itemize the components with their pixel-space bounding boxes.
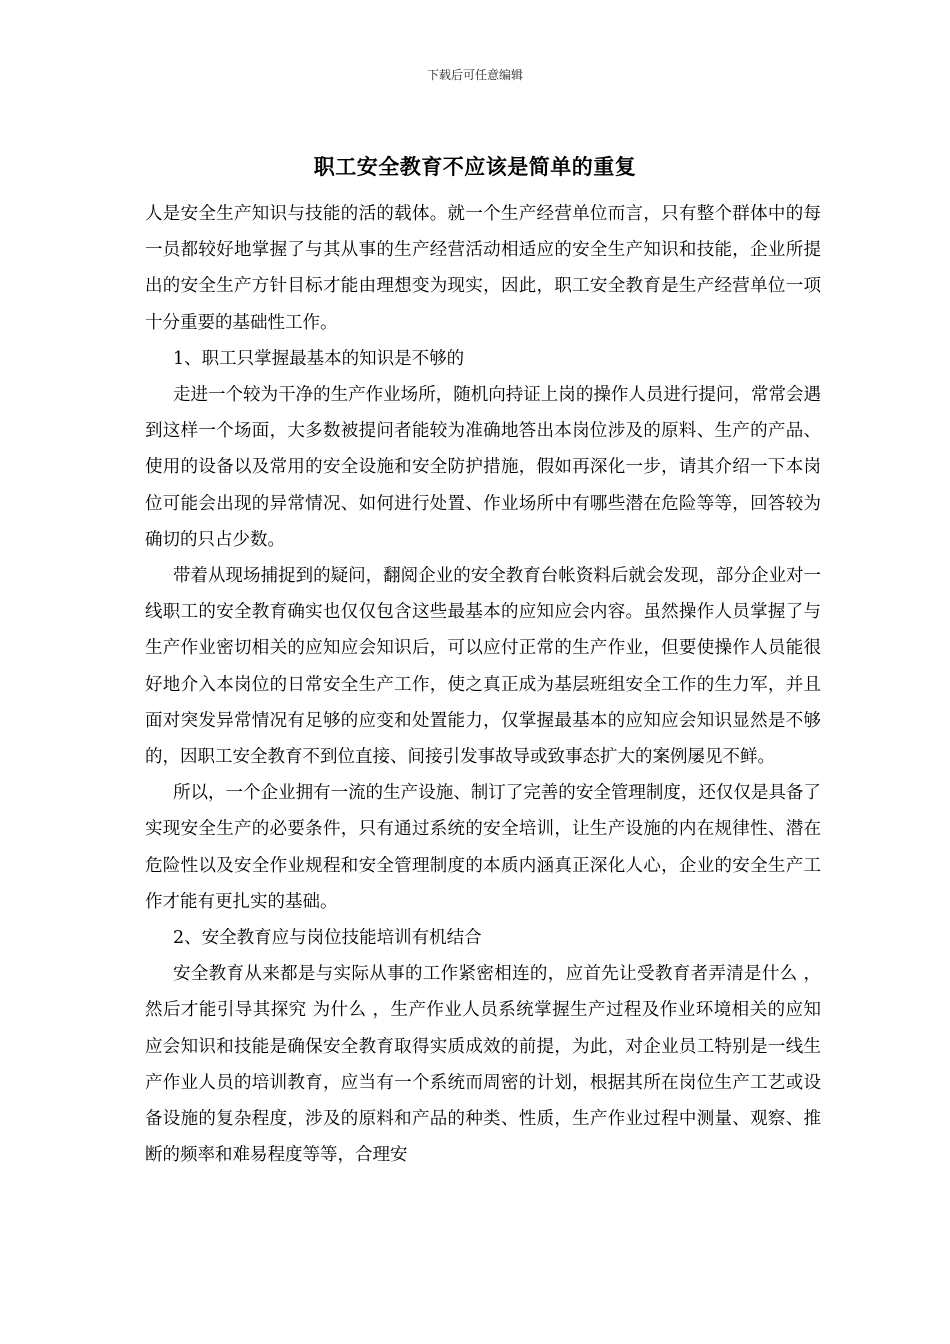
paragraph-1: 走进一个较为干净的生产作业场所，随机向持证上岗的操作人员进行提问，常常会遇到这样一个场面，大多数被提问者能较为准确地答出本岗位涉及的原料、生产的产品、使用的设备以及常用的安全设施和安全防护措施，假如再深化一步，请其介绍一下本岗位可能会出现的异常情况、如何进行处置、作业场所中有哪些潜在危险等等，回答较为确切的只占少数。: [145, 385, 821, 550]
document-title: 职工安全教育不应该是简单的重复: [313, 155, 637, 179]
paragraph-3: 所以，一个企业拥有一流的生产设施、制订了完善的安全管理制度，还仅仅是具备了实现安全生产的必要条件，只有通过系统的安全培训，让生产设施的内在规律性、潜在危险性以及安全作业规程和安全管理制度的本质内涵真正深化人心，企业的安全生产工作才能有更扎实的基础。: [145, 783, 821, 912]
header-note: 下载后可任意编辑: [426, 68, 523, 82]
paragraph-intro: 人是安全生产知识与技能的活的载体。就一个生产经营单位而言，只有整个群体中的每一员都较好地掌握了与其从事的生产经营活动相适应的安全生产知识和技能，企业所提出的安全生产方针目标才能由理想变为现实，因此，职工安全教育是生产经营单位一项十分重要的基础性工作。: [145, 204, 821, 333]
section-heading-2: 2、安全教育应与岗位技能培训有机结合: [173, 928, 482, 949]
section-heading-1: 1、职工只掌握最基本的知识是不够的: [173, 348, 465, 369]
paragraph-2: 带着从现场捕捉到的疑问，翻阅企业的安全教育台帐资料后就会发现，部分企业对一线职工的安全教育确实也仅仅包含这些最基本的应知应会内容。虽然操作人员掌握了与生产作业密切相关的应知应会知识后，可以应付正常的生产作业，但要使操作人员能很好地介入本岗位的日常安全生产工作，使之真正成为基层班组安全工作的生力军，并且面对突发异常情况有足够的应变和处置能力，仅掌握最基本的应知应会知识显然是不够的，因职工安全教育不到位直接、间接引发事故导或致事态扩大的案例屡见不鲜。: [145, 566, 821, 768]
paragraph-4: 安全教育从来都是与实际从事的工作紧密相连的，应首先让受教育者弄清是什么 ，然后才能引导其探究 为什么 ，生产作业人员系统掌握生产过程及作业环境相关的应知应会知识和技能是确保安全教育取得实质成效的前提，为此，对企业员工特别是一线生产作业人员的培训教育，应当有一个系统而周密的计划，根据其所在岗位生产工艺或设备设施的复杂程度，涉及的原料和产品的种类、性质，生产作业过程中测量、观察、推断的频率和难易程度等等，合理安: [145, 964, 821, 1166]
document-body: [145, 196, 821, 1173]
